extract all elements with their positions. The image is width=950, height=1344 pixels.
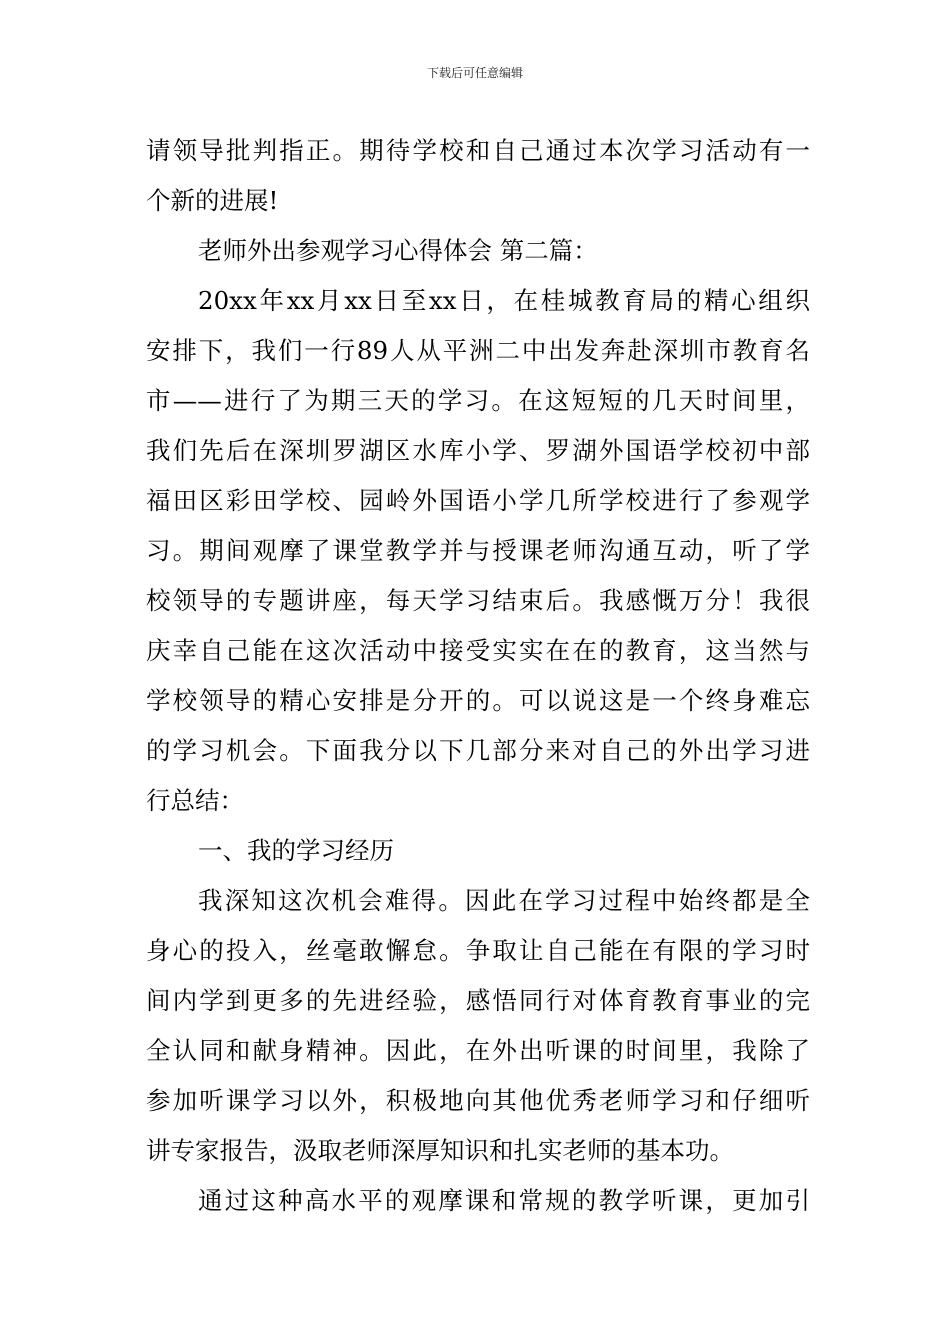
text-line: 学校领导的精心安排是分开的。可以说这是一个终身难忘 <box>146 686 810 715</box>
page-header: 下载后可任意编辑 <box>426 66 523 80</box>
text-line: 一、我的学习经历 <box>198 836 394 865</box>
text-line: 间内学到更多的先进经验，感悟同行对体育教育事业的完 <box>146 986 810 1015</box>
text-line: 行总结： <box>146 786 244 815</box>
text-line: 校领导的专题讲座，每天学习结束后。我感慨万分！我很 <box>146 586 810 615</box>
text-line: 全认同和献身精神。因此，在外出听课的时间里，我除了 <box>146 1036 810 1065</box>
text-line: 庆幸自己能在这次活动中接受实实在在的教育，这当然与 <box>146 636 810 665</box>
text-line: 身心的投入，丝毫敢懈怠。争取让自己能在有限的学习时 <box>146 936 810 965</box>
text-line: 市——进行了为期三天的学习。在这短短的几天时间里， <box>146 386 810 415</box>
text-line: 安排下，我们一行89人从平洲二中出发奔赴深圳市教育名 <box>146 336 810 365</box>
text-line: 习。期间观摩了课堂教学并与授课老师沟通互动，听了学 <box>146 536 810 565</box>
text-line: 20xx年xx月xx日至xx日，在桂城教育局的精心组织 <box>198 286 810 315</box>
text-line: 老师外出参观学习心得体会 第二篇： <box>198 236 598 265</box>
text-line: 参加听课学习以外，积极地向其他优秀老师学习和仔细听 <box>146 1086 810 1115</box>
document-body <box>146 126 810 1226</box>
text-line: 福田区彩田学校、园岭外国语小学几所学校进行了参观学 <box>146 486 810 515</box>
text-line: 我深知这次机会难得。因此在学习过程中始终都是全 <box>198 886 810 915</box>
text-line: 个新的进展! <box>146 186 279 215</box>
text-line: 的学习机会。下面我分以下几部分来对自己的外出学习进 <box>146 736 810 765</box>
text-line: 请领导批判指正。期待学校和自己通过本次学习活动有一 <box>146 136 810 165</box>
text-line: 讲专家报告，汲取老师深厚知识和扎实老师的基本功。 <box>146 1136 734 1165</box>
text-line: 通过这种高水平的观摩课和常规的教学听课，更加引 <box>198 1186 810 1215</box>
text-line: 我们先后在深圳罗湖区水库小学、罗湖外国语学校初中部 <box>146 436 810 465</box>
